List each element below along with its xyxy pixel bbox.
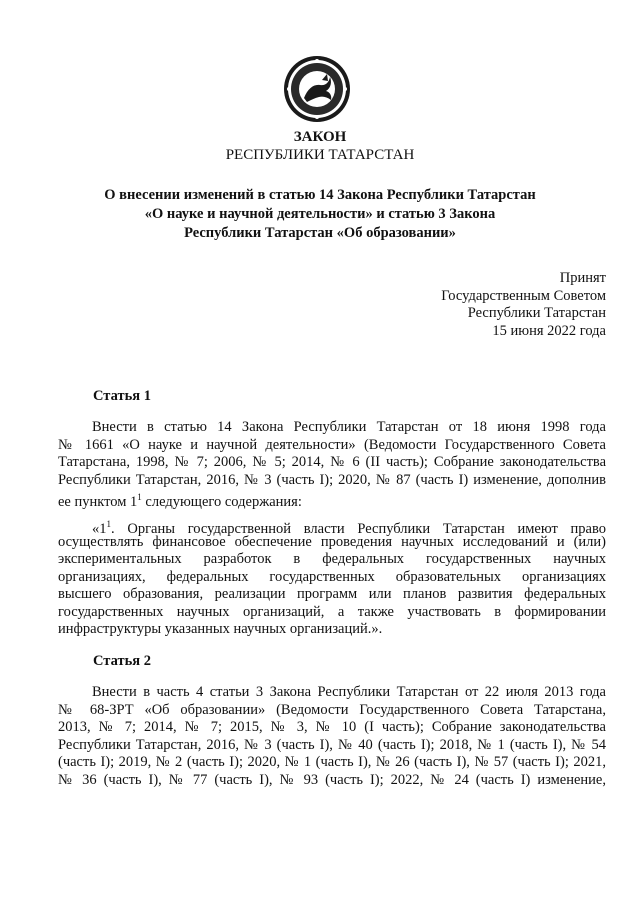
text-fragment: ее пунктом 1 <box>58 494 138 510</box>
text-line: Республики Татарстан, 2016, № 3 (часть I), № 40 (часть I); 2018, № 1 (часть I), № 54 <box>58 736 606 753</box>
text-line: государственных научных организаций, а также участвовать в формировании <box>58 603 606 620</box>
law-subject <box>100 186 540 243</box>
adoption-line: Принят <box>559 270 606 286</box>
subject-line: «О науке и научной деятельности» и статью 3 Закона <box>144 206 496 222</box>
article-1-paragraph-1 <box>58 419 606 510</box>
article-2-paragraph-1 <box>58 684 606 789</box>
superscript: 1 <box>106 519 111 529</box>
republic-title: РЕСПУБЛИКИ ТАТАРСТАН <box>225 147 415 163</box>
coat-of-arms-emblem-icon <box>282 54 352 124</box>
adoption-line: 15 июня 2022 года <box>492 322 606 339</box>
subject-line: Республики Татарстан «Об образовании» <box>184 225 456 241</box>
text-line: Внести в статью 14 Закона Республики Татарстан от 18 июня 1998 года <box>92 419 606 435</box>
text-line: № 68-ЗРТ «Об образовании» (Ведомости Государственного Совета Татарстана, <box>58 701 606 718</box>
article-1-heading: Статья 1 <box>93 388 151 404</box>
text-fragment: «1 <box>92 521 107 537</box>
text-line: осуществлять финансовое обеспечение проведения научных исследований и (или) <box>58 533 606 550</box>
subject-line: О внесении изменений в статью 14 Закона Республики Татарстан <box>104 187 536 203</box>
text-line: (часть I); 2019, № 2 (часть I); 2020, № 1 (часть I), № 26 (часть I), № 57 (часть I); 2021, <box>58 754 606 770</box>
text-line: № 36 (часть I), № 77 (часть I), № 93 (часть I); 2022, № 24 (часть I) изменение, <box>58 771 606 788</box>
text-fragment: следующего содержания: <box>141 494 302 510</box>
article-1-paragraph-2 <box>58 516 606 639</box>
article-2-heading: Статья 2 <box>93 653 151 669</box>
text-line: № 1661 «О науке и научной деятельности» (Ведомости Государственного Совета <box>58 436 606 453</box>
text-line: организациях, федеральных государственных образовательных организациях <box>58 568 606 585</box>
text-line <box>58 489 606 510</box>
law-title: ЗАКОН <box>293 129 347 145</box>
text-line: 2013, № 7; 2014, № 7; 2015, № 3, № 10 (I часть); Собрание законодательства <box>58 719 606 735</box>
text-line <box>58 516 606 537</box>
text-line: Внести в часть 4 статьи 3 Закона Республики Татарстан от 22 июля 2013 года <box>92 684 606 700</box>
text-line: Республики Татарстан, 2016, № 3 (часть I); 2020, № 87 (часть I) изменение, дополнив <box>58 471 606 488</box>
adoption-line: Государственным Советом <box>441 287 606 304</box>
text-line: инфраструктуры указанных научных организаций.». <box>58 621 383 637</box>
text-line: высшего образования, реализации программ или планов развития федеральных <box>58 586 606 602</box>
adoption-block <box>346 270 606 340</box>
text-fragment: . Органы государственной власти Республики Татарстан имеют право <box>111 521 606 537</box>
adoption-line: Республики Татарстан <box>467 305 606 321</box>
text-line: экспериментальных разработок в федеральных государственных научных <box>58 551 606 567</box>
superscript: 1 <box>137 492 142 502</box>
text-line: Татарстана, 1998, № 7; 2006, № 5; 2014, № 6 (II часть); Собрание законодательства <box>58 454 606 470</box>
